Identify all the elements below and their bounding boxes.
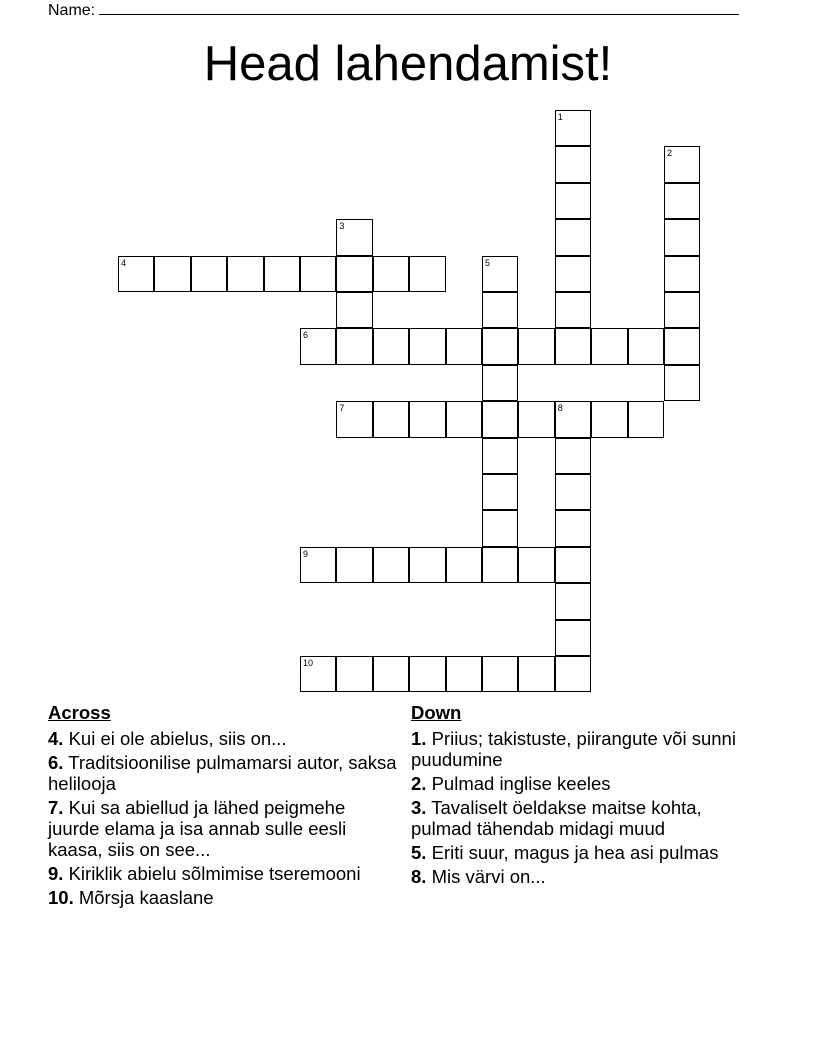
crossword-cell[interactable] (336, 256, 372, 292)
across-heading: Across (48, 702, 111, 723)
crossword-cell[interactable] (300, 328, 336, 364)
crossword-cell[interactable] (555, 146, 591, 182)
crossword-cell[interactable] (482, 438, 518, 474)
down-clues (411, 702, 756, 890)
clue-number: 2 (667, 148, 673, 159)
crossword-cell[interactable] (518, 656, 554, 692)
clue-number: 10 (303, 658, 314, 668)
crossword-cell[interactable] (555, 620, 591, 656)
crossword-cell[interactable] (336, 547, 372, 583)
clue-number: 1 (557, 112, 563, 122)
crossword-cell[interactable] (336, 292, 372, 328)
crossword-cell[interactable] (227, 256, 263, 292)
clue-number: 7 (339, 403, 345, 414)
crossword-cell[interactable] (373, 328, 409, 364)
crossword-cell[interactable] (518, 547, 554, 583)
crossword-cell[interactable] (555, 474, 591, 510)
crossword-cell[interactable] (482, 256, 518, 292)
crossword-cell[interactable] (409, 547, 445, 583)
crossword-cell[interactable] (409, 401, 445, 437)
crossword-cell[interactable] (664, 365, 700, 401)
crossword-cell[interactable] (664, 328, 700, 364)
clue-down-2: 2. Pulmad inglise keeles (411, 773, 611, 794)
name-label: Name: (48, 2, 96, 19)
clue-number: 4 (121, 257, 127, 268)
crossword-cell[interactable] (446, 328, 482, 364)
crossword-cell[interactable] (373, 256, 409, 292)
clue-number: 5 (485, 257, 491, 268)
crossword-cell[interactable] (555, 547, 591, 583)
crossword-cell[interactable] (664, 292, 700, 328)
clue-down-5: 5. Eriti suur, magus ja hea asi pulmas (411, 842, 719, 863)
crossword-cell[interactable] (482, 510, 518, 546)
crossword-cell[interactable] (482, 292, 518, 328)
crossword-cell[interactable] (446, 656, 482, 692)
crossword-cell[interactable] (118, 256, 154, 292)
crossword-cell[interactable] (518, 328, 554, 364)
crossword-cell[interactable] (482, 656, 518, 692)
across-clues (48, 702, 398, 911)
crossword-cell[interactable] (373, 656, 409, 692)
crossword-cell[interactable] (628, 328, 664, 364)
crossword-cell[interactable] (300, 256, 336, 292)
crossword-cell[interactable] (664, 256, 700, 292)
crossword-cell[interactable] (264, 256, 300, 292)
clue-number: 9 (303, 548, 309, 559)
crossword-cell[interactable] (373, 401, 409, 437)
crossword-cell[interactable] (555, 256, 591, 292)
crossword-cell[interactable] (518, 401, 554, 437)
crossword-cell[interactable] (664, 183, 700, 219)
crossword-cell[interactable] (409, 656, 445, 692)
crossword-cell[interactable] (555, 183, 591, 219)
crossword-cell[interactable] (664, 219, 700, 255)
clue-number: 3 (339, 221, 345, 232)
crossword-cell[interactable] (336, 219, 372, 255)
crossword-cell[interactable] (555, 401, 591, 437)
crossword-cell[interactable] (336, 328, 372, 364)
down-heading: Down (411, 702, 462, 723)
crossword-cell[interactable] (555, 110, 591, 146)
crossword-cell[interactable] (591, 401, 627, 437)
crossword-cell[interactable] (664, 146, 700, 182)
crossword-cell[interactable] (555, 656, 591, 692)
crossword-cell[interactable] (555, 510, 591, 546)
clue-across-7: 7. Kui sa abiellud ja lähed peigmehe juurde elama ja isa annab sulle eesli kaasa, siis on see... (48, 797, 347, 860)
crossword-cell[interactable] (555, 583, 591, 619)
clue-across-9: 9. Kiriklik abielu sõlmimise tseremooni (48, 863, 361, 884)
crossword-cell[interactable] (555, 292, 591, 328)
clue-down-8: 8. Mis värvi on... (411, 866, 546, 887)
crossword-cell[interactable] (555, 328, 591, 364)
crossword-cell[interactable] (482, 401, 518, 437)
crossword-cell[interactable] (300, 547, 336, 583)
crossword-cell[interactable] (409, 328, 445, 364)
clue-across-4: 4. Kui ei ole abielus, siis on... (48, 728, 287, 749)
clue-number: 6 (303, 330, 309, 341)
crossword-cell[interactable] (482, 365, 518, 401)
clue-across-10: 10. Mõrsja kaaslane (48, 887, 214, 908)
crossword-cell[interactable] (446, 547, 482, 583)
crossword-cell[interactable] (482, 328, 518, 364)
crossword-cell[interactable] (555, 219, 591, 255)
clue-number: 8 (557, 403, 563, 414)
crossword-cell[interactable] (591, 328, 627, 364)
clue-down-1: 1. Priius; takistuste, piirangute või sunni puudumine (411, 728, 736, 770)
crossword-cell[interactable] (555, 438, 591, 474)
crossword-cell[interactable] (628, 401, 664, 437)
clue-down-3: 3. Tavaliselt öeldakse maitse kohta, pulmad tähendab midagi muud (411, 797, 702, 839)
crossword-cell[interactable] (336, 401, 372, 437)
crossword-cell[interactable] (409, 256, 445, 292)
crossword-cell[interactable] (482, 547, 518, 583)
page-title: Head lahendamist! (203, 37, 613, 91)
crossword-cell[interactable] (446, 401, 482, 437)
clue-across-6: 6. Traditsioonilise pulmamarsi autor, saksa helilooja (48, 752, 397, 794)
crossword-cell[interactable] (154, 256, 190, 292)
crossword-cell[interactable] (482, 474, 518, 510)
crossword-cell[interactable] (300, 656, 336, 692)
crossword-cell[interactable] (336, 656, 372, 692)
crossword-cell[interactable] (191, 256, 227, 292)
crossword-cell[interactable] (373, 547, 409, 583)
